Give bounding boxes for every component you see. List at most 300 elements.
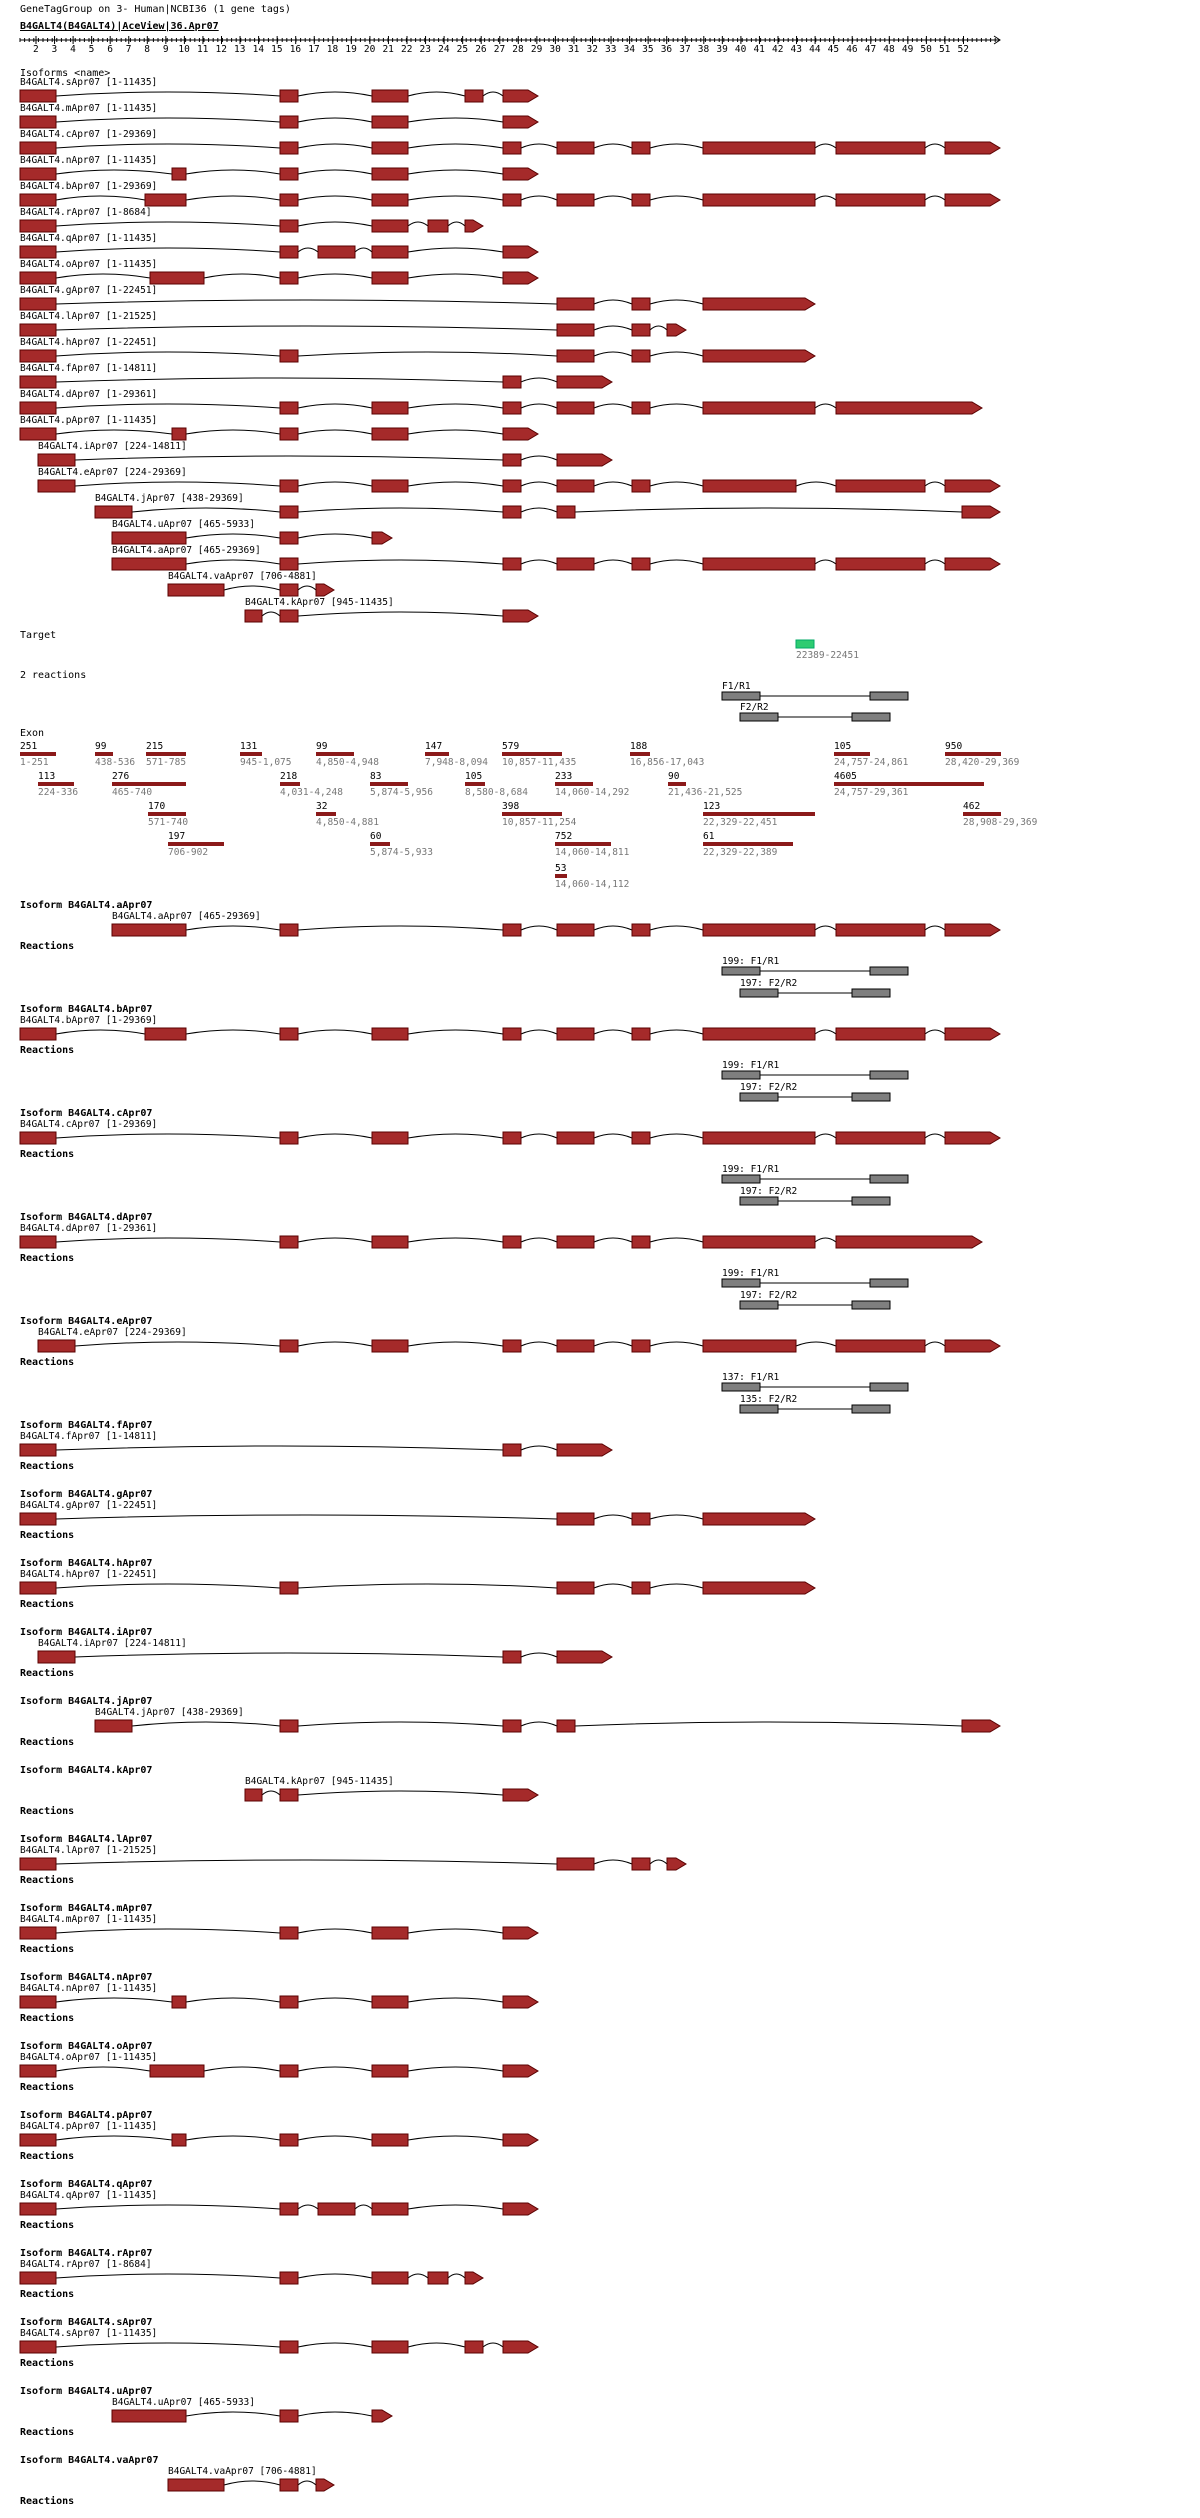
intron-line: [298, 92, 372, 96]
intron-line: [56, 378, 503, 382]
intron-line: [594, 1238, 632, 1242]
exon-block: [632, 558, 650, 570]
exon-length: 53: [555, 863, 567, 874]
exon-bar: [146, 752, 186, 756]
primer-f2-bar: [740, 1405, 778, 1413]
target-label: Target: [20, 630, 57, 641]
exon-block: [557, 1132, 594, 1144]
exon-block: [703, 142, 815, 154]
exon-block: [318, 246, 355, 258]
exon-block: [20, 1236, 56, 1248]
intron-line: [56, 1998, 172, 2002]
exon-block: [280, 2203, 298, 2215]
intron-line: [650, 352, 703, 356]
exon-block: [20, 1858, 56, 1870]
section-reactions-label: Reactions: [20, 2220, 75, 2231]
exon-block: [38, 1340, 75, 1352]
exon-block: [145, 1028, 186, 1040]
exon-block: [280, 142, 298, 154]
exon-block: [557, 1340, 594, 1352]
intron-line: [815, 404, 836, 408]
intron-line: [521, 404, 557, 408]
exon-block: [836, 1028, 925, 1040]
intron-line: [56, 1929, 280, 1933]
reaction-f2-label: 135: F2/R2: [740, 1394, 798, 1405]
section-title: Isoform B4GALT4.rApr07: [20, 2248, 153, 2259]
exon-block: [280, 2341, 298, 2353]
exon-block: [557, 924, 594, 936]
exon-block: [245, 610, 262, 622]
section-reactions-label: Reactions: [20, 2427, 75, 2438]
ruler-tick-label: 36: [660, 44, 673, 55]
intron-line: [298, 196, 372, 200]
exon-block: [20, 2065, 56, 2077]
exon-block: [557, 376, 612, 388]
intron-line: [594, 1515, 632, 1519]
exon-block: [20, 324, 56, 336]
ruler-tick-label: 10: [178, 44, 190, 55]
intron-line: [575, 1722, 962, 1726]
exon-block: [557, 506, 575, 518]
exon-block: [703, 1513, 815, 1525]
section-title: Isoform B4GALT4.iApr07: [20, 1627, 153, 1638]
intron-line: [408, 1030, 503, 1034]
exon-block: [503, 402, 521, 414]
exon-bar: [20, 752, 56, 756]
intron-line: [298, 2067, 372, 2071]
intron-line: [298, 1238, 372, 1242]
section-isoform-label: B4GALT4.hApr07 [1-22451]: [20, 1569, 158, 1580]
exon-block: [280, 1789, 298, 1801]
section-reactions-label: Reactions: [20, 2151, 75, 2162]
exon-bar: [38, 782, 74, 786]
section-reactions-label: Reactions: [20, 1806, 75, 1817]
ruler-tick-label: 52: [957, 44, 969, 55]
exon-block: [280, 402, 298, 414]
exon-bar: [112, 782, 186, 786]
exon-block: [20, 1028, 56, 1040]
exon-block: [503, 1789, 538, 1801]
intron-line: [298, 1584, 557, 1588]
exon-block: [280, 1582, 298, 1594]
isoform-label: B4GALT4.rApr07 [1-8684]: [20, 207, 152, 218]
intron-line: [650, 404, 703, 408]
intron-line: [408, 482, 503, 486]
intron-line: [594, 1342, 632, 1346]
exon-block: [836, 194, 925, 206]
exon-block: [503, 454, 521, 466]
isoform-label: B4GALT4.oApr07 [1-11435]: [20, 259, 158, 270]
ruler-tick-label: 46: [846, 44, 858, 55]
section-title: Isoform B4GALT4.dApr07: [20, 1212, 153, 1223]
exon-length: 170: [148, 801, 166, 812]
ruler-tick-label: 32: [586, 44, 598, 55]
intron-line: [408, 430, 503, 434]
exon-block: [280, 924, 298, 936]
ruler-tick-label: 18: [326, 44, 339, 55]
section-track: [245, 1789, 538, 1801]
exon-block: [465, 2272, 483, 2284]
exon-block: [632, 1132, 650, 1144]
intron-line: [796, 482, 836, 486]
ruler-tick-label: 25: [456, 44, 469, 55]
intron-line: [132, 1722, 280, 1726]
page-title: GeneTagGroup on 3- Human|NCBI36 (1 gene tags): [20, 4, 291, 15]
exon-block: [557, 298, 594, 310]
isoform-track: [112, 558, 1000, 570]
exon-block: [503, 1651, 521, 1663]
intron-line: [925, 926, 945, 930]
intron-line: [298, 144, 372, 148]
isoform-track: [20, 350, 815, 362]
section-title: Isoform B4GALT4.eApr07: [20, 1316, 153, 1327]
intron-line: [594, 352, 632, 356]
exon-block: [280, 1028, 298, 1040]
intron-line: [56, 2067, 150, 2071]
exon-block: [280, 506, 298, 518]
exon-block: [703, 350, 815, 362]
section-isoform-label: B4GALT4.fApr07 [1-14811]: [20, 1431, 158, 1442]
section-reactions-label: Reactions: [20, 1944, 75, 1955]
primer-f1-bar: [722, 692, 760, 700]
isoform-label: B4GALT4.jApr07 [438-29369]: [95, 493, 244, 504]
primer-f2-bar: [740, 1301, 778, 1309]
exon-block: [703, 1028, 815, 1040]
section-title: Isoform B4GALT4.qApr07: [20, 2179, 153, 2190]
ruler-tick-label: 45: [827, 44, 840, 55]
exon-block: [503, 246, 538, 258]
exon-block: [280, 2479, 298, 2491]
exon-bar: [316, 812, 336, 816]
exon-block: [632, 324, 650, 336]
reaction-f1-label: 199: F1/R1: [722, 1060, 780, 1071]
exon-block: [20, 168, 56, 180]
intron-line: [56, 2343, 280, 2347]
primer-f1-bar: [722, 967, 760, 975]
exon-block: [38, 1651, 75, 1663]
exon-block: [503, 610, 538, 622]
exon-block: [632, 142, 650, 154]
intron-line: [298, 404, 372, 408]
exon-header: Exon: [20, 728, 45, 739]
exon-range: 571-740: [148, 817, 189, 828]
exon-block: [667, 1858, 686, 1870]
ruler-tick-label: 13: [234, 44, 246, 55]
section-title: Isoform B4GALT4.jApr07: [20, 1696, 153, 1707]
isoform-label: B4GALT4.mApr07 [1-11435]: [20, 103, 158, 114]
intron-line: [355, 248, 372, 252]
intron-line: [298, 352, 557, 356]
exon-block: [836, 402, 982, 414]
exon-bar: [555, 874, 567, 878]
exon-range: 465-740: [112, 787, 153, 798]
ruler-tick-label: 43: [790, 44, 802, 55]
exon-block: [465, 90, 483, 102]
isoform-track: [20, 168, 538, 180]
exon-block: [632, 194, 650, 206]
isoform-label: B4GALT4.lApr07 [1-21525]: [20, 311, 158, 322]
section-isoform-label: B4GALT4.eApr07 [224-29369]: [38, 1327, 187, 1338]
exon-block: [503, 1927, 538, 1939]
ruler-tick-label: 31: [567, 44, 580, 55]
ruler-tick-label: 20: [363, 44, 376, 55]
exon-block: [557, 1720, 575, 1732]
intron-line: [483, 2343, 503, 2347]
exon-block: [280, 1996, 298, 2008]
exon-block: [632, 298, 650, 310]
isoform-track: [20, 142, 1000, 154]
exon-block: [20, 272, 56, 284]
section-track: [20, 1444, 612, 1456]
exon-block: [557, 194, 594, 206]
intron-line: [594, 300, 632, 304]
section-title: Isoform B4GALT4.vaApr07: [20, 2455, 159, 2466]
isoform-label: B4GALT4.fApr07 [1-14811]: [20, 363, 158, 374]
primer-r2-bar: [852, 1301, 890, 1309]
isoform-track: [112, 532, 392, 544]
intron-line: [408, 2205, 503, 2209]
intron-line: [521, 1653, 557, 1657]
exon-block: [168, 2479, 224, 2491]
intron-line: [521, 508, 557, 512]
primer-f2-bar: [740, 713, 778, 721]
exon-length: 61: [703, 831, 715, 842]
isoform-track: [20, 116, 538, 128]
intron-line: [408, 1998, 503, 2002]
intron-line: [408, 1134, 503, 1138]
exon-block: [372, 142, 408, 154]
exon-block: [20, 1582, 56, 1594]
intron-line: [594, 482, 632, 486]
intron-line: [408, 2067, 503, 2071]
ruler-tick-label: 42: [772, 44, 784, 55]
exon-block: [20, 350, 56, 362]
exon-length: 32: [316, 801, 328, 812]
section-title: Isoform B4GALT4.nApr07: [20, 1972, 153, 1983]
intron-line: [186, 170, 280, 174]
exon-block: [503, 558, 521, 570]
reaction-f1-label: 137: F1/R1: [722, 1372, 780, 1383]
ruler-tick-label: 44: [809, 44, 821, 55]
exon-block: [372, 1996, 408, 2008]
exon-block: [20, 116, 56, 128]
reaction-f2-label: 197: F2/R2: [740, 1290, 798, 1301]
ruler-tick-label: 11: [196, 44, 209, 55]
section-isoform-label: B4GALT4.cApr07 [1-29369]: [20, 1119, 158, 1130]
exon-length: 147: [425, 741, 443, 752]
exon-length: 60: [370, 831, 382, 842]
ruler-tick-label: 9: [162, 44, 169, 55]
intron-line: [224, 586, 280, 590]
section-reactions-label: Reactions: [20, 1530, 75, 1541]
exon-block: [632, 1582, 650, 1594]
exon-length: 188: [630, 741, 648, 752]
exon-range: 14,060-14,811: [555, 847, 630, 858]
section-track: [20, 1236, 982, 1248]
intron-line: [815, 1134, 836, 1138]
intron-line: [298, 926, 503, 930]
exon-block: [372, 1236, 408, 1248]
intron-line: [521, 1342, 557, 1346]
exon-block: [557, 558, 594, 570]
primer-r2-bar: [852, 1197, 890, 1205]
exon-block: [945, 194, 1000, 206]
intron-line: [408, 170, 503, 174]
section-track: [20, 1996, 538, 2008]
primer-r2-bar: [852, 713, 890, 721]
intron-line: [408, 118, 503, 122]
exon-block: [20, 2203, 56, 2215]
exon-block: [503, 194, 521, 206]
intron-line: [298, 1929, 372, 1933]
section-track: [20, 2341, 538, 2353]
exon-bar: [370, 842, 390, 846]
exon-block: [95, 1720, 132, 1732]
intron-line: [594, 560, 632, 564]
exon-block: [280, 2272, 298, 2284]
exon-block: [557, 324, 594, 336]
intron-line: [298, 560, 503, 564]
target-range: 22389-22451: [796, 650, 859, 661]
exon-block: [703, 402, 815, 414]
reactions-count: 2 reactions: [20, 670, 87, 681]
exon-range: 14,060-14,292: [555, 787, 630, 798]
section-track: [20, 2134, 538, 2146]
primer-f2-bar: [740, 1093, 778, 1101]
exon-block: [503, 1028, 521, 1040]
isoform-label: B4GALT4.gApr07 [1-22451]: [20, 285, 158, 296]
ruler-tick-label: 30: [549, 44, 561, 55]
isoform-track: [95, 506, 1000, 518]
exon-block: [503, 1236, 521, 1248]
ruler-tick-label: 12: [215, 44, 227, 55]
section-track: [38, 1651, 612, 1663]
section-reactions-label: Reactions: [20, 2496, 75, 2507]
intron-line: [408, 1238, 503, 1242]
ruler-tick-label: 40: [734, 44, 747, 55]
intron-line: [298, 534, 372, 538]
exon-block: [557, 1028, 594, 1040]
exon-bar: [370, 782, 408, 786]
exon-block: [632, 1513, 650, 1525]
ruler-tick-label: 50: [920, 44, 932, 55]
intron-line: [56, 92, 280, 96]
intron-line: [186, 534, 280, 538]
section-isoform-label: B4GALT4.rApr07 [1-8684]: [20, 2259, 152, 2270]
section-reactions-label: Reactions: [20, 1599, 75, 1610]
exon-block: [372, 1132, 408, 1144]
exon-range: 7,948-8,094: [425, 757, 488, 768]
exon-block: [945, 1132, 1000, 1144]
exon-block: [465, 2341, 483, 2353]
exon-length: 83: [370, 771, 382, 782]
intron-line: [575, 508, 962, 512]
exon-length: 950: [945, 741, 963, 752]
ruler-tick-label: 19: [345, 44, 357, 55]
exon-block: [632, 1340, 650, 1352]
section-reactions-label: Reactions: [20, 941, 75, 952]
exon-block: [280, 1236, 298, 1248]
isoform-label: B4GALT4.sApr07 [1-11435]: [20, 77, 158, 88]
exon-block: [280, 90, 298, 102]
exon-range: 4,850-4,948: [316, 757, 379, 768]
ruler-tick-label: 35: [642, 44, 654, 55]
intron-line: [298, 118, 372, 122]
target-marker: [796, 640, 814, 648]
exon-block: [280, 194, 298, 206]
isoform-track: [20, 428, 538, 440]
exon-block: [20, 402, 56, 414]
section-reactions-label: Reactions: [20, 2358, 75, 2369]
exon-block: [503, 168, 538, 180]
ruler-tick-label: 16: [289, 44, 302, 55]
section-title: Isoform B4GALT4.sApr07: [20, 2317, 153, 2328]
exon-length: 105: [834, 741, 852, 752]
isoform-track: [20, 298, 815, 310]
section-track: [168, 2479, 334, 2491]
exon-block: [945, 480, 1000, 492]
intron-line: [815, 196, 836, 200]
exon-block: [20, 2272, 56, 2284]
primer-r1-bar: [870, 1279, 908, 1287]
exon-length: 215: [146, 741, 164, 752]
exon-block: [557, 1582, 594, 1594]
intron-line: [521, 456, 557, 460]
exon-bar: [945, 752, 1001, 756]
intron-line: [56, 2205, 280, 2209]
ruler-tick-label: 8: [144, 44, 151, 55]
exon-block: [372, 2410, 392, 2422]
exon-range: 24,757-29,361: [834, 787, 909, 798]
exon-block: [962, 1720, 1000, 1732]
intron-line: [56, 144, 280, 148]
isoform-label: B4GALT4.kApr07 [945-11435]: [245, 597, 394, 608]
primer-r2-bar: [852, 989, 890, 997]
exon-block: [557, 402, 594, 414]
intron-line: [56, 430, 172, 434]
intron-line: [521, 196, 557, 200]
intron-line: [408, 144, 503, 148]
section-title: Isoform B4GALT4.aApr07: [20, 900, 153, 911]
intron-line: [56, 2274, 280, 2278]
exon-block: [632, 1236, 650, 1248]
intron-line: [56, 274, 150, 278]
exon-block: [703, 1132, 815, 1144]
exon-block: [172, 168, 186, 180]
exon-range: 8,580-8,684: [465, 787, 528, 798]
isoform-track: [168, 584, 334, 596]
exon-block: [503, 2134, 538, 2146]
exon-block: [280, 116, 298, 128]
ruler-tick-label: 23: [419, 44, 431, 55]
intron-line: [521, 378, 557, 382]
intron-line: [132, 508, 280, 512]
intron-line: [650, 1238, 703, 1242]
exon-block: [557, 1444, 612, 1456]
intron-line: [298, 2274, 372, 2278]
exon-bar: [168, 842, 224, 846]
exon-block: [172, 1996, 186, 2008]
reaction-f1-label: 199: F1/R1: [722, 1164, 780, 1175]
intron-line: [186, 560, 280, 564]
intron-line: [204, 274, 280, 278]
primer-f1-bar: [722, 1383, 760, 1391]
gene-link[interactable]: B4GALT4(B4GALT4)|AceView|36.Apr07: [20, 21, 219, 32]
exon-range: 706-902: [168, 847, 209, 858]
exon-range: 1-251: [20, 757, 49, 768]
section-isoform-label: B4GALT4.qApr07 [1-11435]: [20, 2190, 158, 2201]
ruler-tick-label: 14: [252, 44, 265, 55]
